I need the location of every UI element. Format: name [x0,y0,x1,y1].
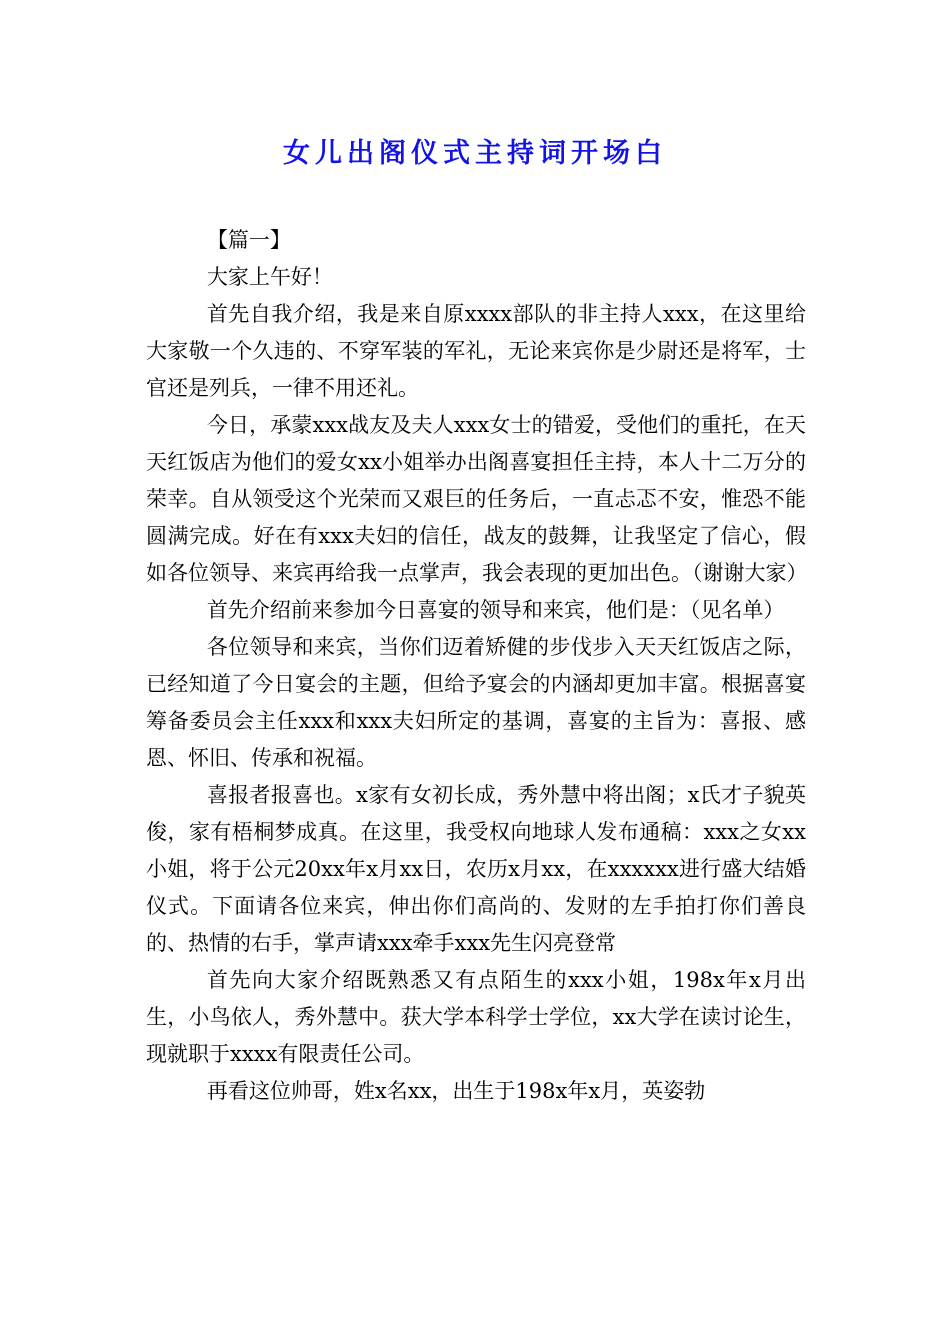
paragraph-announcement: 喜报者报喜也。x家有女初长成，秀外慧中将出阁；x氏才子貌英俊，家有梧桐梦成真。在这里，我受权向地球人发布通稿：xxx之女xx小姐，将于公元20xx年x月xx日，农历x月xx，在xxxxxx进行盛大结婚仪式。下面请各位来宾，伸出你们高尚的、发财的左手拍打你们善良的、热情的右手，掌声请xxx牵手xxx先生闪亮登常 [146,783,806,955]
paragraph-bride-intro: 首先向大家介绍既熟悉又有点陌生的xxx小姐，198x年x月出生，小鸟依人，秀外慧中。获大学本科学士学位，xx大学在读讨论生，现就职于xxxx有限责任公司。 [146,968,806,1066]
paragraph-entrustment: 今日，承蒙xxx战友及夫人xxx女士的错爱，受他们的重托，在天天红饭店为他们的爱女xx小姐举办出阁喜宴担任主持，本人十二万分的荣幸。自从领受这个光荣而又艰巨的任务后，一直忐忑不安，惟恐不能圆满完成。好在有xxx夫妇的信任，战友的鼓舞，让我坚定了信心，假如各位领导、来宾再给我一点掌声，我会表现的更加出色。（谢谢大家） [146,413,808,585]
paragraph-greeting: 大家上午好！ [206,265,333,289]
paragraph-banquet-theme: 各位领导和来宾，当你们迈着矫健的步伐步入天天红饭店之际，已经知道了今日宴会的主题，但给予宴会的内涵却更加丰富。根据喜宴筹备委员会主任xxx和xxx夫妇所定的基调，喜宴的主旨为：喜报、感恩、怀旧、传承和祝福。 [146,635,806,770]
document-title: 女儿出阁仪式主持词开场白 [283,138,667,169]
document-body [146,222,806,1110]
paragraph-self-intro: 首先自我介绍，我是来自原xxxx部队的非主持人xxx，在这里给大家敬一个久违的、不穿军装的军礼，无论来宾你是少尉还是将军，士官还是列兵，一律不用还礼。 [146,302,806,400]
paragraph-guest-intro: 首先介绍前来参加今日喜宴的领导和来宾，他们是：（见名单） [206,598,785,622]
section-heading: 【篇一】 [206,228,291,252]
paragraph-groom-intro: 再看这位帅哥，姓x名xx，出生于198x年x月，英姿勃 [206,1079,706,1103]
